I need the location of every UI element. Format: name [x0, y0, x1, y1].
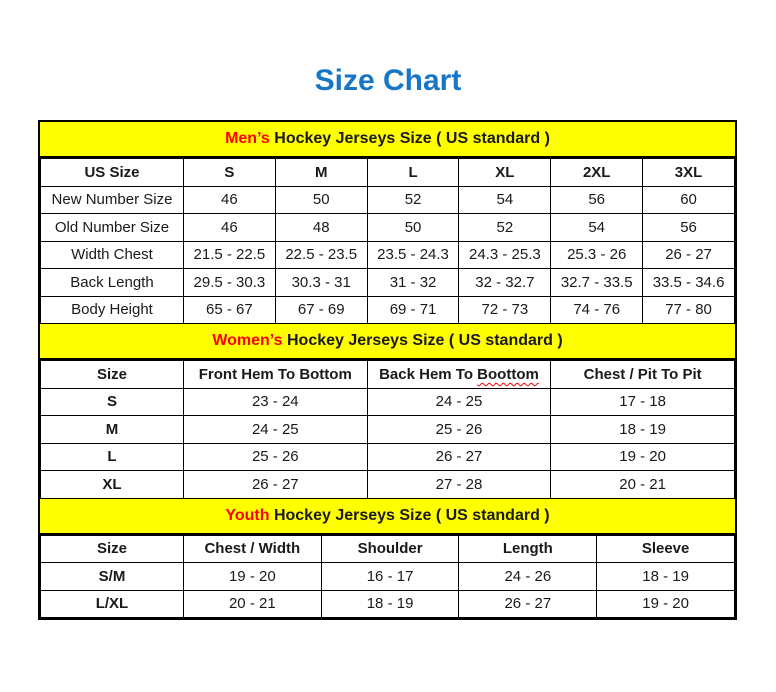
mens-size-table — [40, 158, 735, 324]
row-label: Old Number Size — [41, 214, 184, 242]
column-header: Shoulder — [321, 535, 459, 563]
table-cell: 26 - 27 — [183, 471, 367, 499]
womens-banner-highlight: Women’s — [212, 332, 283, 349]
youth-size-table — [40, 535, 735, 619]
table-row — [41, 471, 735, 499]
womens-size-table — [40, 360, 735, 499]
table-cell: 54 — [459, 186, 551, 214]
table-cell: 60 — [643, 186, 735, 214]
table-cell: 32 - 32.7 — [459, 269, 551, 297]
mens-banner-text: Hockey Jerseys Size ( US standard ) — [269, 130, 550, 147]
row-label: M — [41, 416, 184, 444]
column-header: XL — [459, 159, 551, 187]
table-row — [41, 388, 735, 416]
table-row — [41, 563, 735, 591]
table-cell: 20 - 21 — [551, 471, 735, 499]
table-cell: 74 - 76 — [551, 296, 643, 324]
mens-banner-highlight: Men’s — [225, 130, 270, 147]
row-label: S/M — [41, 563, 184, 591]
column-header: Size — [41, 535, 184, 563]
table-cell: 20 - 21 — [183, 590, 321, 618]
table-cell: 50 — [367, 214, 459, 242]
column-header: US Size — [41, 159, 184, 187]
size-chart-container — [38, 120, 737, 620]
table-cell: 23 - 24 — [183, 388, 367, 416]
table-cell: 25 - 26 — [183, 443, 367, 471]
table-row — [41, 296, 735, 324]
table-cell: 67 - 69 — [275, 296, 367, 324]
womens-banner-text: Hockey Jerseys Size ( US standard ) — [282, 332, 563, 349]
table-cell: 31 - 32 — [367, 269, 459, 297]
table-cell: 18 - 19 — [597, 563, 735, 591]
row-label: Body Height — [41, 296, 184, 324]
table-row — [41, 590, 735, 618]
table-cell: 25.3 - 26 — [551, 241, 643, 269]
table-row — [41, 443, 735, 471]
table-cell: 23.5 - 24.3 — [367, 241, 459, 269]
table-cell: 32.7 - 33.5 — [551, 269, 643, 297]
table-cell: 26 - 27 — [459, 590, 597, 618]
column-header: Chest / Pit To Pit — [551, 361, 735, 389]
column-header: 2XL — [551, 159, 643, 187]
row-label: XL — [41, 471, 184, 499]
table-cell: 18 - 19 — [321, 590, 459, 618]
table-cell: 19 - 20 — [551, 443, 735, 471]
table-cell: 46 — [183, 186, 275, 214]
youth-banner-text: Hockey Jerseys Size ( US standard ) — [269, 506, 550, 524]
table-cell: 69 - 71 — [367, 296, 459, 324]
table-cell: 72 - 73 — [459, 296, 551, 324]
misspelled-word: Boottom — [477, 365, 539, 383]
column-header: Size — [41, 361, 184, 389]
youth-banner-highlight: Youth — [225, 506, 270, 524]
table-cell: 19 - 20 — [597, 590, 735, 618]
table-cell: 26 - 27 — [643, 241, 735, 269]
row-label: L — [41, 443, 184, 471]
table-cell: 27 - 28 — [367, 471, 551, 499]
column-header: Front Hem To Bottom — [183, 361, 367, 389]
mens-section-banner — [40, 122, 735, 158]
page-title: Size Chart — [314, 64, 462, 97]
table-cell: 56 — [643, 214, 735, 242]
table-row — [41, 214, 735, 242]
column-header: L — [367, 159, 459, 187]
column-header: Length — [459, 535, 597, 563]
table-row — [41, 416, 735, 444]
row-label: Width Chest — [41, 241, 184, 269]
table-cell: 18 - 19 — [551, 416, 735, 444]
table-cell: 22.5 - 23.5 — [275, 241, 367, 269]
mens-header-row — [41, 159, 735, 187]
table-cell: 65 - 67 — [183, 296, 275, 324]
column-header: M — [275, 159, 367, 187]
table-cell: 26 - 27 — [367, 443, 551, 471]
table-row — [41, 241, 735, 269]
row-label: New Number Size — [41, 186, 184, 214]
table-cell: 56 — [551, 186, 643, 214]
column-header: Back Hem To Boottom — [367, 361, 551, 389]
table-cell: 29.5 - 30.3 — [183, 269, 275, 297]
youth-header-row — [41, 535, 735, 563]
row-label: S — [41, 388, 184, 416]
table-cell: 24 - 25 — [367, 388, 551, 416]
table-row — [41, 186, 735, 214]
column-header: 3XL — [643, 159, 735, 187]
table-cell: 25 - 26 — [367, 416, 551, 444]
table-cell: 24.3 - 25.3 — [459, 241, 551, 269]
column-header: Sleeve — [597, 535, 735, 563]
womens-section-banner — [40, 324, 735, 360]
table-cell: 46 — [183, 214, 275, 242]
column-header: Chest / Width — [183, 535, 321, 563]
table-cell: 54 — [551, 214, 643, 242]
table-cell: 24 - 25 — [183, 416, 367, 444]
table-cell: 16 - 17 — [321, 563, 459, 591]
table-cell: 17 - 18 — [551, 388, 735, 416]
table-cell: 33.5 - 34.6 — [643, 269, 735, 297]
table-cell: 30.3 - 31 — [275, 269, 367, 297]
table-cell: 24 - 26 — [459, 563, 597, 591]
table-cell: 77 - 80 — [643, 296, 735, 324]
table-cell: 50 — [275, 186, 367, 214]
row-label: Back Length — [41, 269, 184, 297]
womens-header-row — [41, 361, 735, 389]
table-cell: 52 — [459, 214, 551, 242]
table-cell: 52 — [367, 186, 459, 214]
table-cell: 19 - 20 — [183, 563, 321, 591]
table-cell: 21.5 - 22.5 — [183, 241, 275, 269]
column-header: S — [183, 159, 275, 187]
youth-section-banner — [40, 499, 735, 535]
row-label: L/XL — [41, 590, 184, 618]
table-row — [41, 269, 735, 297]
table-cell: 48 — [275, 214, 367, 242]
